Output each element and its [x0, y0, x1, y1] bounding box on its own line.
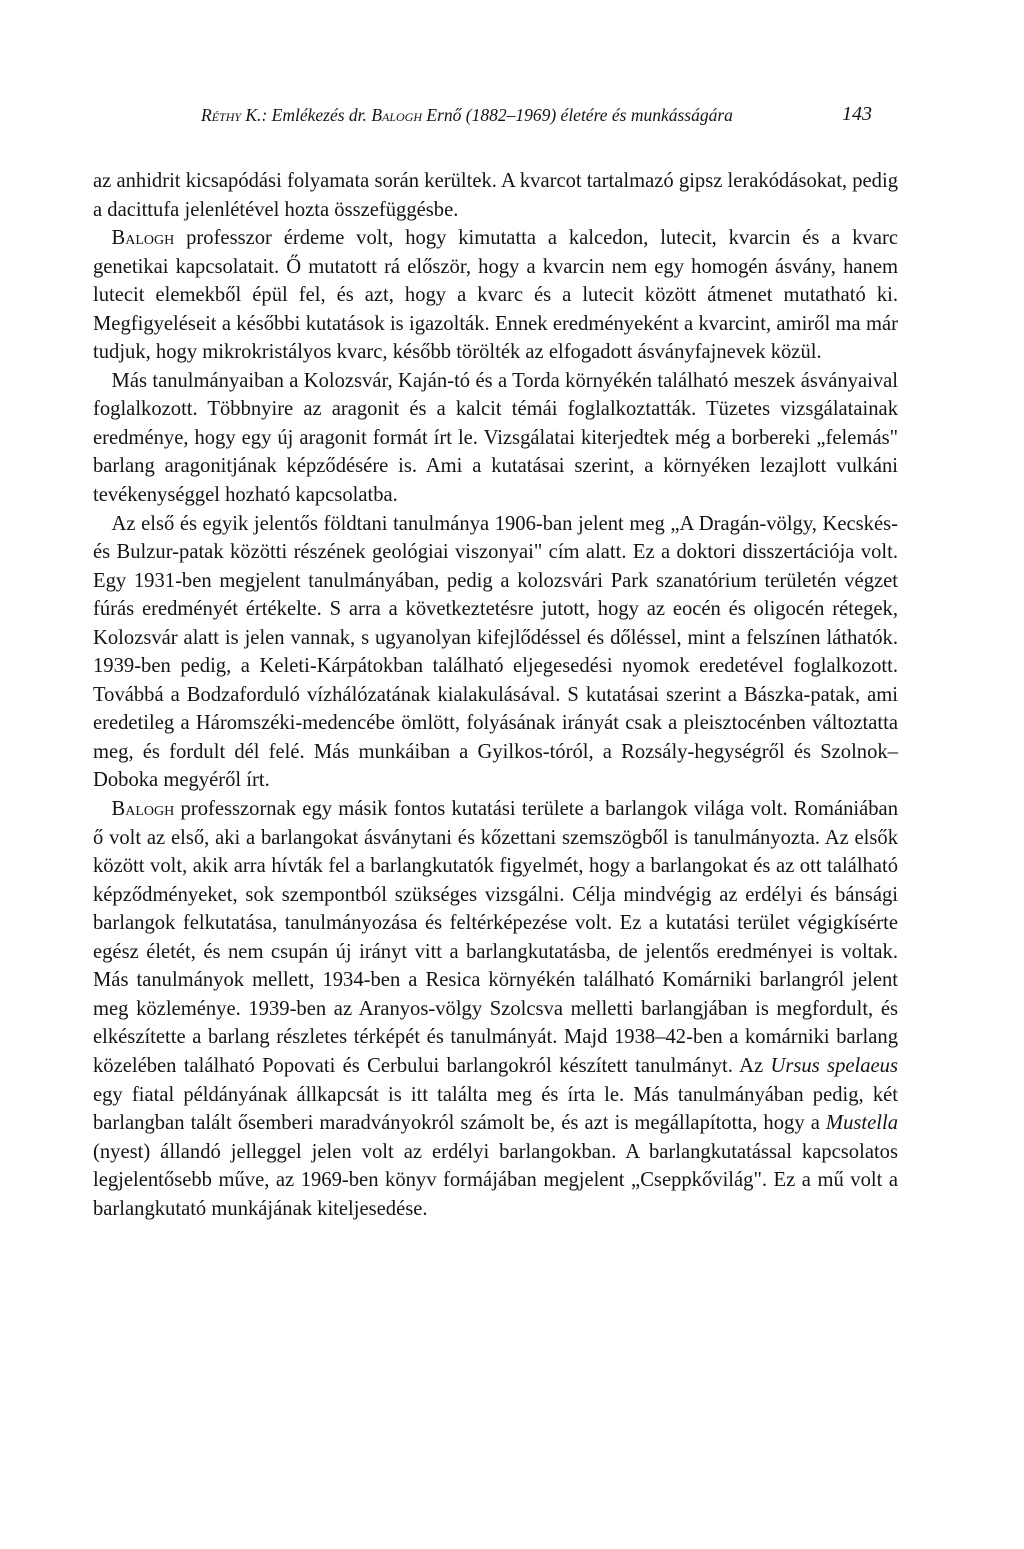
small-caps-name: Balogh — [111, 798, 175, 821]
paragraph-text: professzor érdeme volt, hogy kimutatta a kalcedon, lutecit, kvarcin és a kvarc genetikai kapcsolatait. Ő mutatott rá először, hogy a kvarcin nem egy homogén ásvány, hanem lutecit elemekből épül fel, és azt, hogy a kvarc és a lutecit között átmenet mutatható ki. Megfigyeléseit a későbbi kutatások is igazolták. Ennek eredményeként a kvarcint, amiről ma már tudjuk, hogy mikrokristályos kvarc, később törölték az elfogadott ásványfajnevek közül. — [93, 227, 898, 364]
italic-term: Ursus spelaeus — [770, 1054, 898, 1077]
header-subject: Balogh — [371, 105, 423, 125]
header-author: Réthy — [201, 105, 242, 125]
page-number: 143 — [842, 103, 872, 125]
body-text — [93, 167, 898, 1223]
italic-term: Mustella — [825, 1112, 898, 1135]
paragraph-text: Más tanulmányaiban a Kolozsvár, Kaján-tó és a Torda környékén található meszek ásványaival foglalkozott. Többnyire az aragonit és a kalcit témái foglalkoztatták. Tüzetes vizsgálatainak eredménye, hogy egy új aragonit formát írt le. Vizsgálatai kiterjedtek még a borbereki „felemás" barlang aragonitjának képződésére is. Ami a kutatásai szerint, a környéken lezajlott vulkáni tevékenységgel hozható kapcsolatba. — [93, 369, 898, 507]
running-header — [201, 104, 809, 126]
paragraph-text: az anhidrit kicsapódási folyamata során kerültek. A kvarcot tartalmazó gipsz lerakódásokat, pedig a dacittufa jelenlétével hozta összefüggésbe. — [93, 170, 898, 221]
paragraph — [93, 167, 898, 224]
paragraph — [93, 224, 898, 367]
paragraph — [93, 510, 898, 795]
paragraph-text: (nyest) állandó jelleggel jelen volt az erdélyi barlangokban. A barlangkutatással kapcsolatos legjelentősebb műve, az 1969-ben könyv formájában megjelent „Cseppkővilág". Ez a mű volt a barlangkutató munkájának kiteljesedése. — [93, 1140, 898, 1220]
header-subject-rest: Ernő (1882–1969) életére és munkásságára — [422, 105, 733, 125]
header-author-rest: K.: Emlékezés dr. — [241, 105, 372, 125]
paragraph-text: egy fiatal példányának állkapcsát is itt találta meg és írta le. Más tanulmányában pedig, két barlangban talált ősemberi maradványokról számolt be, és azt is megállapította, hogy a — [93, 1083, 898, 1135]
paragraph — [93, 795, 898, 1223]
paragraph-text: professzornak egy másik fontos kutatási területe a barlangok világa volt. Romániában ő volt az első, aki a barlangokat ásványtani és kőzettani szemszögből is tanulmányozta. Az elsők között volt, akik arra hívták fel a barlangkutatók figyelmét, hogy a barlangokat és az ott található képződményeket, sok szempontból szükséges vizsgálni. Célja mindvégig az erdélyi és bánsági barlangok felkutatása, tanulmányozása és feltérképezése volt. Ez a kutatási terület végigkísérte egész életét, és nem csupán új irányt vitt a barlangkutatásba, de jelentős eredményei is voltak. Más tanulmányok mellett, 1934-ben a Resica környékén található Komárniki barlangról jelent meg közleménye. 1939-ben az Aranyos-völgy Szolcsva melletti barlangjában is megfordult, és elkészítette a barlang részletes térképét és tanulmányát. Majd 1938–42-ben a komárniki barlang közelében található Popovati és Cerbului barlangokról készített tanulmányt. Az — [93, 798, 898, 1077]
small-caps-name: Balogh — [111, 227, 175, 250]
paragraph — [93, 367, 898, 510]
paragraph-text: Az első és egyik jelentős földtani tanulmánya 1906-ban jelent meg „A Dragán-völgy, Kecskés- és Bulzur-patak közötti részének geológiai viszonyai" cím alatt. Ez a doktori disszertációja volt. Egy 1931-ben megjelent tanulmányában, pedig a kolozsvári Park szanatórium területén végzet fúrás eredményét értékelte. S arra a következtetésre jutott, hogy az eocén és oligocén rétegek, Kolozsvár alatt is jelen vannak, s ugyanolyan kifejlődéssel és dőléssel, mint a felszínen láthatók. 1939-ben pedig, a Keleti-Kárpátokban található eljegesedési nyomok eredetével foglalkozott. Továbbá a Bodzaforduló vízhálózatának kialakulásával. S kutatásai szerint a Bászka-patak, ami eredetileg a Háromszéki-medencébe ömlött, folyásának irányát csak a pleisztocénben változtatta meg, és fordult dél felé. Más munkáiban a Gyilkos-tóról, a Rozsály-hegységről és Szolnok–Doboka megyéről írt. — [93, 512, 898, 792]
